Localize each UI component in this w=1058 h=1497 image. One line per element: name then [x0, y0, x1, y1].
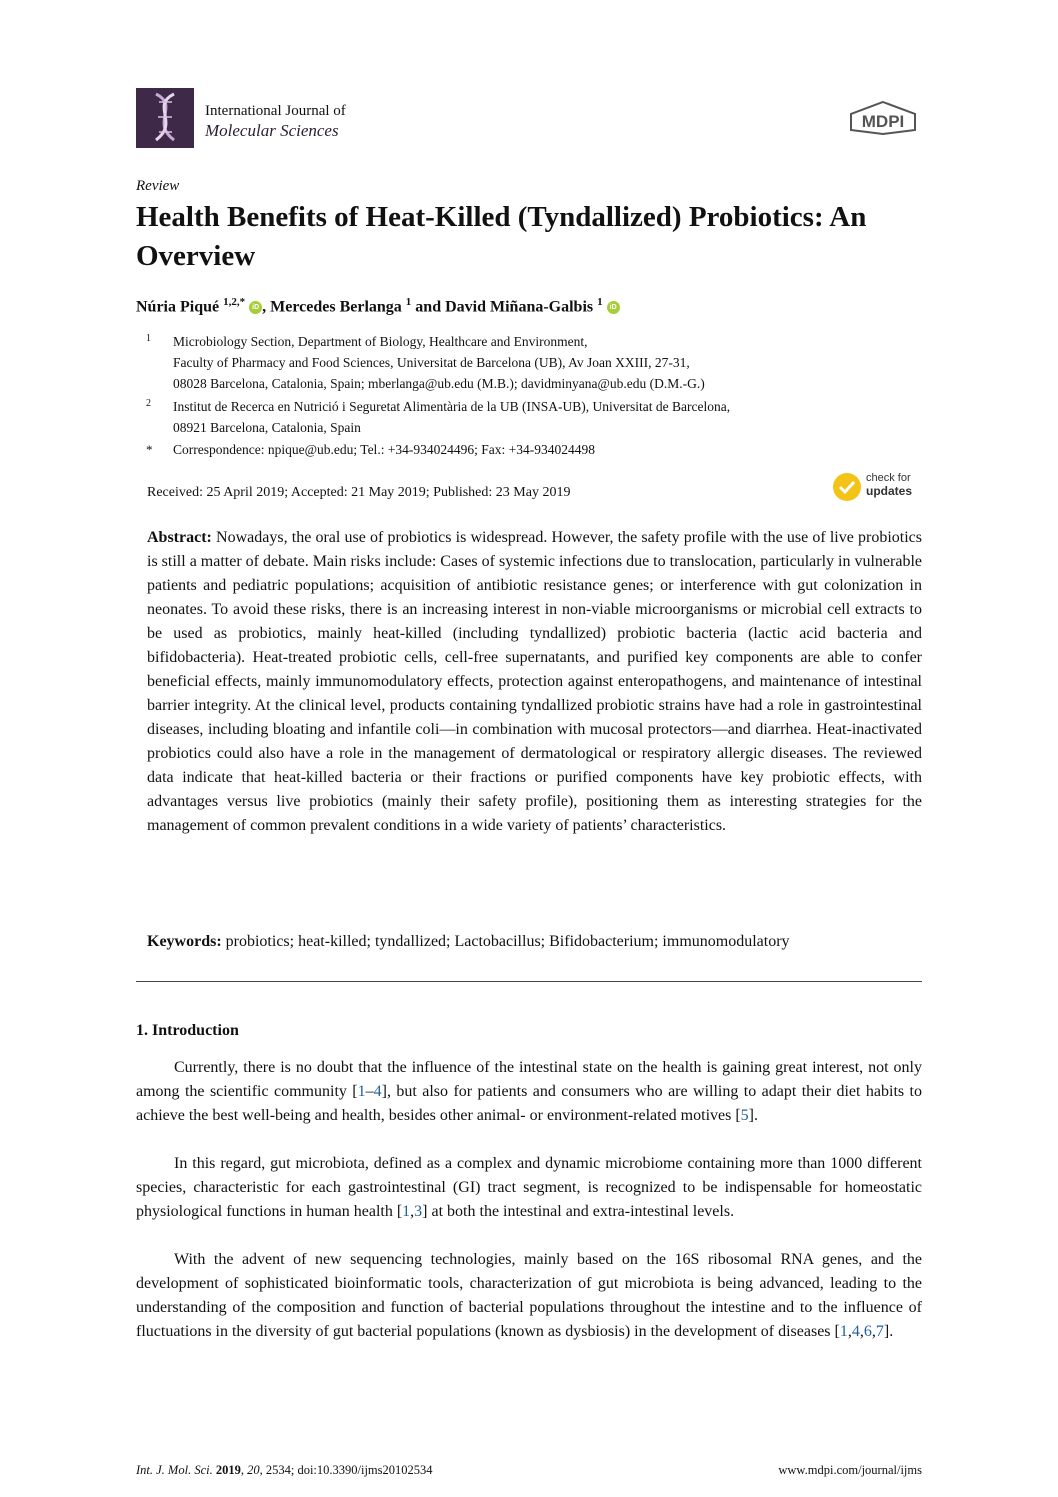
citation-link[interactable]: 3 — [414, 1203, 423, 1220]
affiliation-line: Institut de Recerca en Nutrició i Seguretat Alimentària de la UB (INSA-UB), Universitat de Barcelona, — [173, 399, 731, 414]
dna-helix-icon — [136, 88, 194, 148]
paragraph-text: ] at both the intestinal and extra-intestinal levels. — [422, 1203, 735, 1220]
keywords-label: Keywords: — [147, 933, 222, 950]
affiliation-number: 2 — [146, 398, 151, 409]
author-affiliation-marker: 1,2,* — [223, 296, 246, 308]
citation-link[interactable]: 6 — [863, 1323, 872, 1340]
affiliation-line: Microbiology Section, Department of Biology, Healthcare and Environment, — [173, 334, 588, 349]
section-heading: 1. Introduction — [136, 1022, 239, 1039]
affiliation-line: 08921 Barcelona, Catalonia, Spain — [173, 420, 361, 435]
correspondence-line: Correspondence: npique@ub.edu; Tel.: +34-934024496; Fax: +34-934024498 — [173, 442, 596, 457]
keywords-text: probiotics; heat-killed; tyndallized; Lactobacillus; Bifidobacterium; immunomodulatory — [225, 933, 790, 950]
paragraph — [136, 1056, 922, 1128]
citation-link[interactable]: 7 — [875, 1323, 884, 1340]
check-updates-line2: updates — [866, 484, 913, 498]
paragraph-text: With the advent of new sequencing technologies, mainly based on the 16S ribosomal RNA genes, and the development of sophisticated bioinformatic tools, characterization of gut microbiota is being advanced, leading to the understanding of the composition and function of bacterial populations throughout the intestine and to the influence of fluctuations in the diversity of gut bacterial populations (known as dysbiosis) in the development of diseases [ — [136, 1251, 922, 1340]
orcid-icon[interactable]: iD — [607, 301, 620, 314]
orcid-icon[interactable]: iD — [249, 301, 262, 314]
paragraph-text: In this regard, gut microbiota, defined as a complex and dynamic microbiome containing more than 1000 different species, characteristic for each gastrointestinal (GI) tract segment, is recognized to be indispensable for homeostatic physiological functions in human health [ — [136, 1155, 922, 1220]
abstract-label: Abstract: — [147, 529, 212, 546]
author-separator: and — [411, 298, 446, 316]
author-separator: , — [262, 298, 271, 316]
affiliation-number: * — [146, 442, 153, 457]
paragraph-text: ], but also for patients and consumers who are willing to adapt their diet habits to achieve the best well-being and health, besides other animal- or environment-related motives [ — [136, 1083, 922, 1124]
paragraph-text: , — [847, 1323, 852, 1340]
author-name: David Miñana-Galbis — [445, 298, 594, 316]
divider — [136, 981, 922, 982]
author-list — [136, 296, 620, 316]
mdpi-logo-text: MDPI — [861, 112, 905, 131]
paragraph-text: Currently, there is no doubt that the influence of the intestinal state on the health is gaining great interest, not only among the scientific community [ — [136, 1059, 922, 1100]
journal-logo — [136, 88, 194, 148]
affiliation-line: 08028 Barcelona, Catalonia, Spain; mberlanga@ub.edu (M.B.); davidminyana@ub.edu (D.M.-G.) — [173, 376, 705, 391]
citation-footer: Int. J. Mol. Sci. 2019, 20, 2534; doi:10.3390/ijms20102534 — [136, 1463, 433, 1477]
affiliation-number: 1 — [146, 333, 151, 344]
abstract — [147, 526, 922, 838]
check-updates-line1: check for — [866, 472, 911, 484]
citation-year: 2019 — [215, 1463, 241, 1477]
citation-volume: 20 — [247, 1463, 260, 1477]
article-type: Review — [136, 178, 180, 194]
citation-link[interactable]: 1 — [839, 1323, 848, 1340]
paragraph-text: ]. — [883, 1323, 894, 1340]
journal-name — [205, 101, 346, 141]
abstract-text: Nowadays, the oral use of probiotics is widespread. However, the safety profile with the use of live probiotics is still a matter of debate. Main risks include: Cases of systemic infections due to translocation, particularly in vulnerable patients and pediatric populations; acquisition of antibiotic resistance genes; or interference with gut colonization in neonates. To avoid these risks, there is an increasing interest in non-viable microorganisms or microbial cell extracts to be used as probiotics, mainly heat-killed (including tyndallized) probiotic bacteria (lactic acid bacteria and bifidobacteria). Heat-treated probiotic cells, cell-free supernatants, and purified key components are able to confer beneficial effects, mainly immunomodulatory effects, protection against enteropathogens, and maintenance of intestinal barrier integrity. At the clinical level, products containing tyndallized probiotic strains have had a role in gastrointestinal diseases, including bloating and infantile coli—in combination with mucosal protectors—and diarrhea. Heat-inactivated probiotics could also have a role in the management of dermatological or respiratory allergic diseases. The reviewed data indicate that heat-killed bacteria or their fractions or purified components have key probiotic effects, with advantages versus live probiotics (mainly their safety profile), positioning them as interesting strategies for the management of common prevalent conditions in a wide variety of patients’ characteristics. — [147, 529, 923, 834]
paragraph-text: , — [871, 1323, 876, 1340]
paragraph-text: – — [365, 1083, 374, 1100]
citation-details: , 2534; doi:10.3390/ijms20102534 — [259, 1463, 433, 1477]
author-affiliation-marker: 1 — [405, 296, 412, 308]
journal-url-link[interactable]: www.mdpi.com/journal/ijms — [778, 1463, 922, 1477]
citation-link[interactable]: 1 — [402, 1203, 411, 1220]
paragraph-text: , — [859, 1323, 864, 1340]
journal-name-line1: International Journal of — [205, 103, 346, 119]
check-for-updates-badge[interactable] — [832, 472, 922, 504]
author-name: Mercedes Berlanga — [270, 298, 402, 316]
author-name: Núria Piqué — [136, 298, 220, 316]
paragraph-text: , — [410, 1203, 415, 1220]
author-affiliation-marker: 1 — [597, 296, 603, 308]
mdpi-logo — [847, 100, 919, 136]
paragraph — [136, 1152, 922, 1224]
journal-name-line2: Molecular Sciences — [205, 121, 339, 140]
affiliation-line: Faculty of Pharmacy and Food Sciences, Universitat de Barcelona (UB), Av Joan XXIII, 27-31, — [173, 355, 690, 370]
check-updates-icon — [832, 472, 862, 502]
keywords — [147, 930, 922, 954]
citation-link[interactable]: 1 — [357, 1083, 366, 1100]
article-title: Health Benefits of Heat-Killed (Tyndallized) Probiotics: An Overview — [136, 201, 867, 272]
paragraph-text: ]. — [748, 1107, 758, 1124]
citation-link[interactable]: 4 — [373, 1083, 382, 1100]
citation-link[interactable]: 5 — [740, 1107, 749, 1124]
paragraph — [136, 1248, 922, 1344]
publication-dates: Received: 25 April 2019; Accepted: 21 May 2019; Published: 23 May 2019 — [147, 485, 571, 500]
journal-abbrev: Int. J. Mol. Sci. — [136, 1463, 213, 1477]
citation-link[interactable]: 4 — [851, 1323, 860, 1340]
